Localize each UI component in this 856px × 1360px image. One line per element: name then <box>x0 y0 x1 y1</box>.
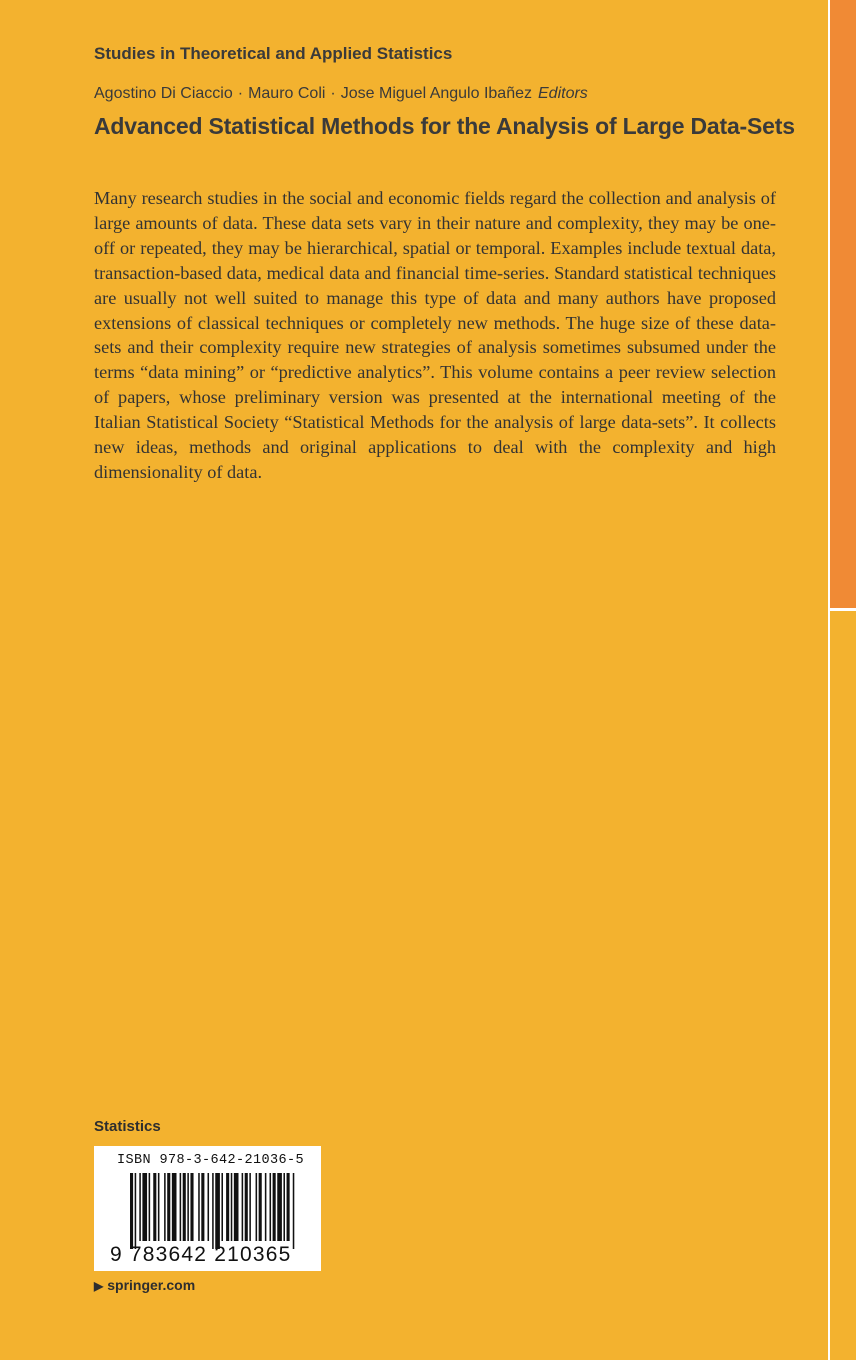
isbn-barcode-panel <box>94 1146 321 1271</box>
publisher-website[interactable] <box>94 1277 195 1293</box>
website-label: springer.com <box>107 1277 196 1293</box>
barcode-bar <box>187 1173 189 1241</box>
barcode-bar <box>183 1173 186 1241</box>
spine-accent-band <box>830 0 856 611</box>
barcode-bar <box>283 1173 285 1241</box>
barcode-bar <box>259 1173 262 1241</box>
barcode-bar <box>242 1173 244 1241</box>
barcode-bar <box>167 1173 170 1241</box>
spine-edge <box>828 0 856 1360</box>
editor-name: Mauro Coli <box>248 85 326 102</box>
barcode-bar <box>256 1173 258 1241</box>
barcode-bar <box>158 1173 160 1241</box>
category-label: Statistics <box>94 1118 161 1135</box>
barcode-bar <box>164 1173 166 1241</box>
barcode-digits: 9 783642 210365 <box>110 1243 292 1266</box>
book-description: Many research studies in the social and economic fields regard the collection and analysis of large amounts of data. These data sets vary in their nature and complexity, they may be one-off or repeated, they may be hierarchical, spatial or temporal. Examples include textual data, transaction-based data, medical data and financial time-series. Standard statistical techniques are usually not well suited to manage this type of data and many authors have proposed extensions of classical techniques or completely new methods. The huge size of these data-sets and their complexity require new strategies of analysis sometimes subsumed under the terms “data mining” or “predictive analytics”. This volume contains a peer review selection of papers, whose preliminary version was presented at the international meeting of the Italian Statistical Society “Statistical Methods for the analysis of large data-sets”. It collects new ideas, methods and original applications to deal with the complexity and high dimensionality of data. <box>94 188 776 482</box>
barcode-bar <box>130 1173 133 1249</box>
barcode-bar <box>149 1173 151 1241</box>
barcode-bar <box>226 1173 229 1241</box>
barcode-bar <box>215 1173 220 1249</box>
barcode-bar <box>265 1173 267 1241</box>
barcode-bar <box>198 1173 200 1241</box>
book-title: Advanced Statistical Methods for the Analysis of Large Data-Sets <box>94 113 795 139</box>
barcode-bar <box>249 1173 251 1241</box>
editor-name: Jose Miguel Angulo Ibañez <box>340 85 532 102</box>
barcode-bar <box>277 1173 282 1241</box>
barcode-bar <box>273 1173 276 1241</box>
barcode-bar <box>234 1173 239 1241</box>
barcode-bar <box>245 1173 248 1241</box>
editor-separator: · <box>237 85 244 102</box>
barcode-bar <box>201 1173 204 1241</box>
barcode-bar <box>139 1173 141 1241</box>
barcode-bar <box>142 1173 147 1241</box>
barcode-bar <box>231 1173 233 1241</box>
editors-role: Editors <box>538 85 588 102</box>
editor-name: Agostino Di Ciaccio <box>94 85 233 102</box>
barcode-bar <box>287 1173 290 1241</box>
triangle-right-icon: ▶ <box>94 1279 104 1293</box>
barcode-bar <box>190 1173 193 1241</box>
barcode-bar <box>293 1173 295 1249</box>
editors-line <box>94 85 588 103</box>
barcode-bar <box>172 1173 177 1241</box>
barcode-bar <box>221 1173 223 1241</box>
barcode-bar <box>153 1173 156 1241</box>
barcode-bar <box>208 1173 210 1241</box>
barcode-bar <box>270 1173 272 1241</box>
barcode-bar <box>180 1173 182 1241</box>
barcode-bar <box>212 1173 214 1249</box>
isbn-label: ISBN 978-3-642-21036-5 <box>117 1153 305 1168</box>
editor-separator: · <box>330 85 336 102</box>
barcode-bar <box>135 1173 137 1249</box>
series-title: Studies in Theoretical and Applied Statistics <box>94 44 453 63</box>
